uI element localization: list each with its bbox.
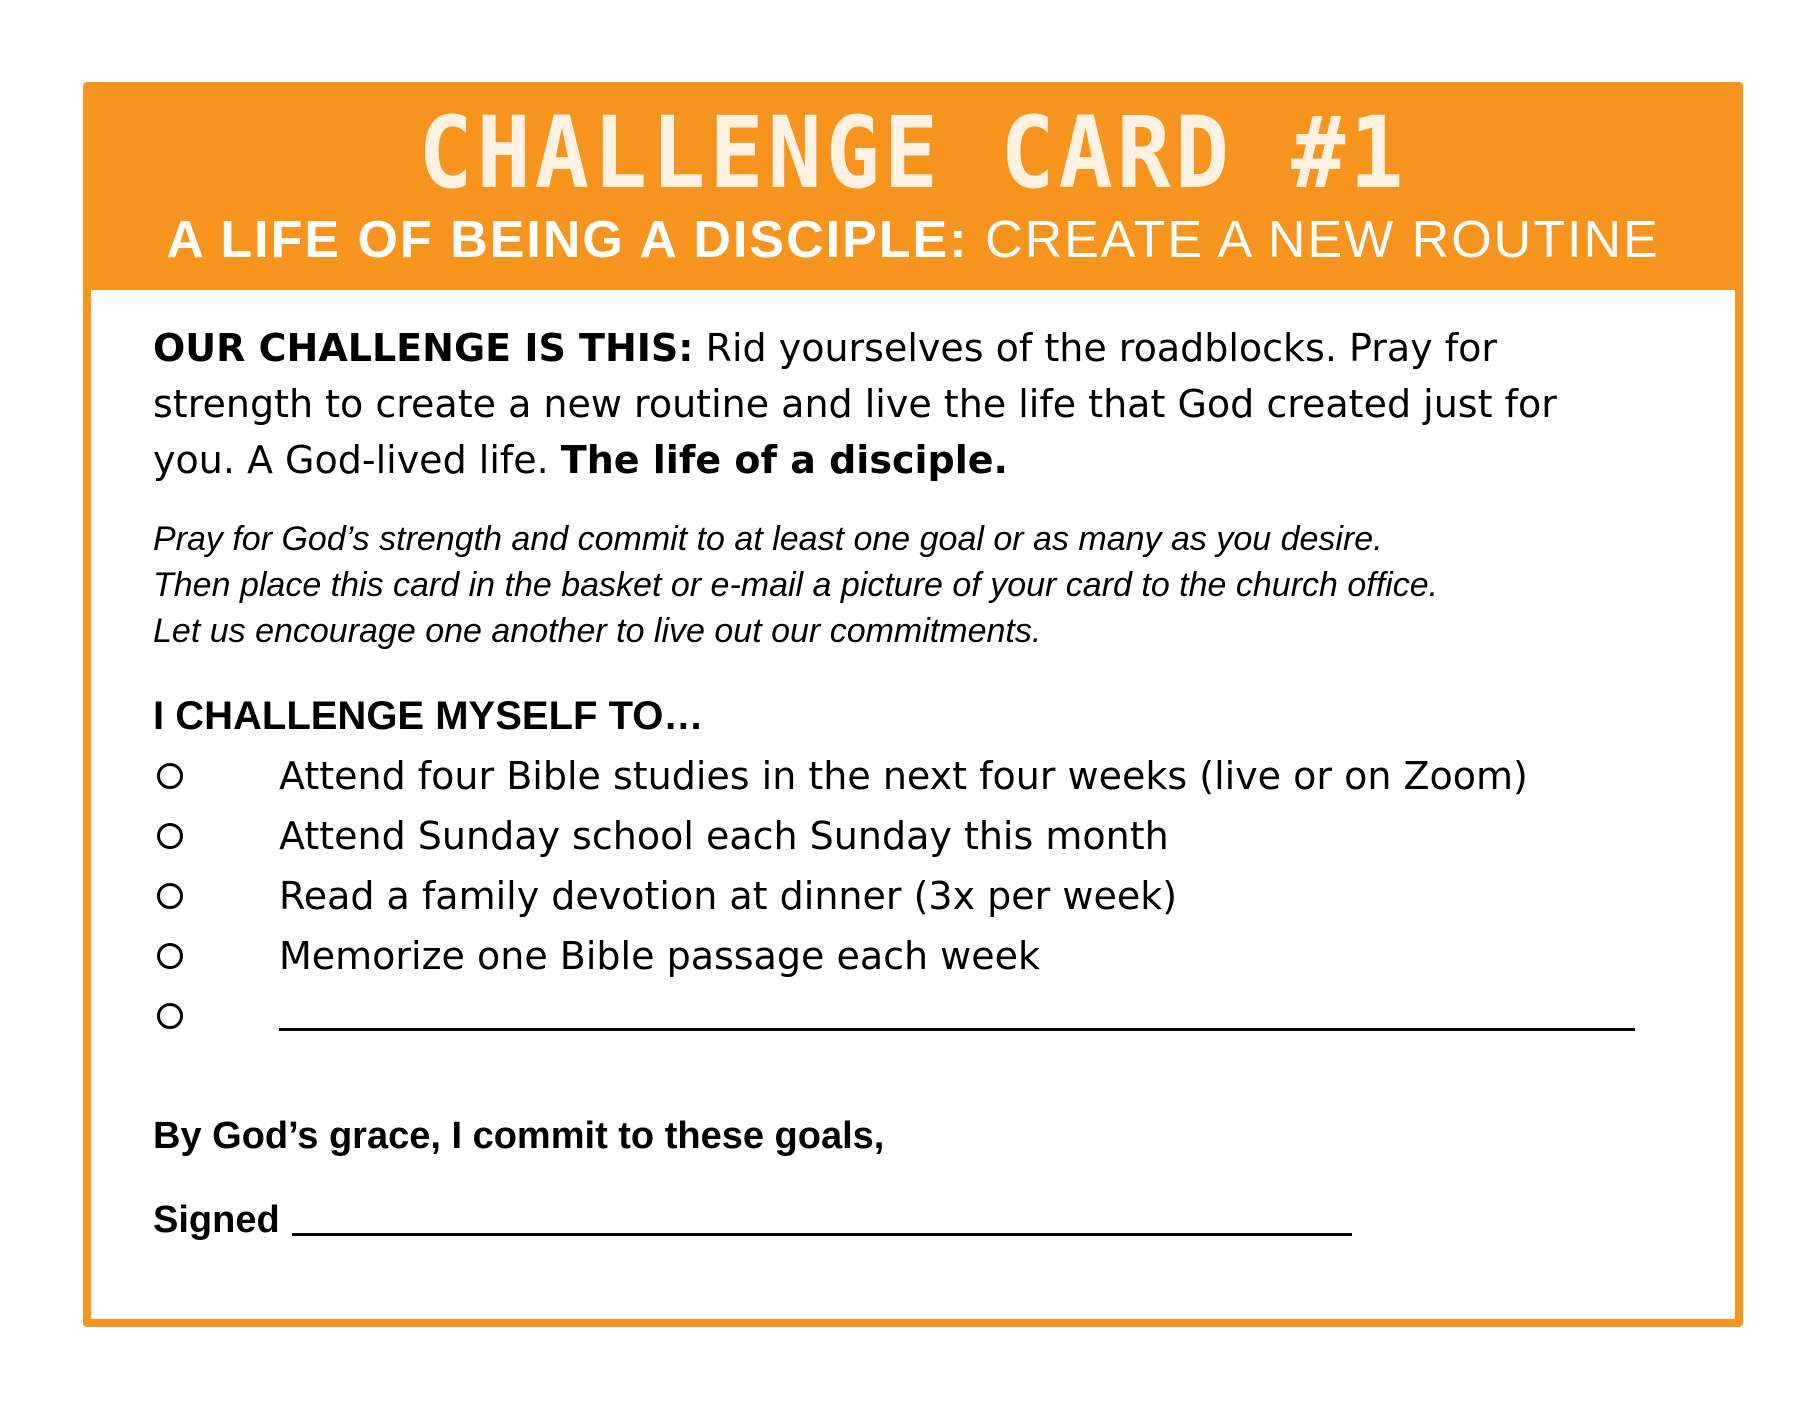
goal-item[interactable] <box>153 746 1695 806</box>
goal-checkbox[interactable] <box>157 883 183 909</box>
signature-line[interactable] <box>292 1233 1352 1236</box>
goal-list <box>153 746 1695 1046</box>
card-subtitle <box>91 210 1735 270</box>
goal-checkbox[interactable] <box>157 823 183 849</box>
card-title: CHALLENGE CARD #1 <box>418 95 1408 212</box>
card-body <box>153 320 1695 1244</box>
goal-item-custom[interactable] <box>153 986 1695 1046</box>
challenge-closing: The life of a disciple. <box>560 438 1008 482</box>
card-header <box>91 90 1735 290</box>
challenge-paragraph <box>153 320 1633 488</box>
goal-item[interactable] <box>153 806 1695 866</box>
instructions-line-2: Then place this card in the basket or e-mail a picture of your card to the church office. <box>153 566 1439 604</box>
subtitle-light: CREATE A NEW ROUTINE <box>985 211 1660 269</box>
instructions <box>153 516 1693 654</box>
subtitle-bold: A LIFE OF BEING A DISCIPLE: <box>166 211 969 269</box>
goal-checkbox[interactable] <box>157 763 183 789</box>
goal-checkbox[interactable] <box>157 943 183 969</box>
challenge-lead: OUR CHALLENGE IS THIS: <box>153 326 694 370</box>
commitment-statement: By God’s grace, I commit to these goals, <box>153 1115 885 1157</box>
instructions-line-3: Let us encourage one another to live out our commitments. <box>153 612 1042 650</box>
challenge-card <box>83 82 1743 1327</box>
challenge-body: Rid yourselves of the roadblocks. Pray for strength to create a new routine and live the life that God created just for you. A God-lived life. <box>153 326 1557 482</box>
goal-item[interactable] <box>153 926 1695 986</box>
goal-item[interactable] <box>153 866 1695 926</box>
instructions-line-1: Pray for God’s strength and commit to at least one goal or as many as you desire. <box>153 520 1383 558</box>
goals-heading: I CHALLENGE MYSELF TO… <box>153 694 704 738</box>
goal-label: Attend Sunday school each Sunday this month <box>279 814 1169 858</box>
goal-label: Attend four Bible studies in the next four weeks (live or on Zoom) <box>279 754 1528 798</box>
goal-label: Memorize one Bible passage each week <box>279 934 1041 978</box>
custom-goal-blank-line[interactable] <box>279 1028 1635 1031</box>
signed-label: Signed <box>153 1199 280 1241</box>
signature-row <box>153 1192 1695 1244</box>
goal-checkbox[interactable] <box>157 1003 183 1029</box>
goal-label: Read a family devotion at dinner (3x per week) <box>279 874 1178 918</box>
